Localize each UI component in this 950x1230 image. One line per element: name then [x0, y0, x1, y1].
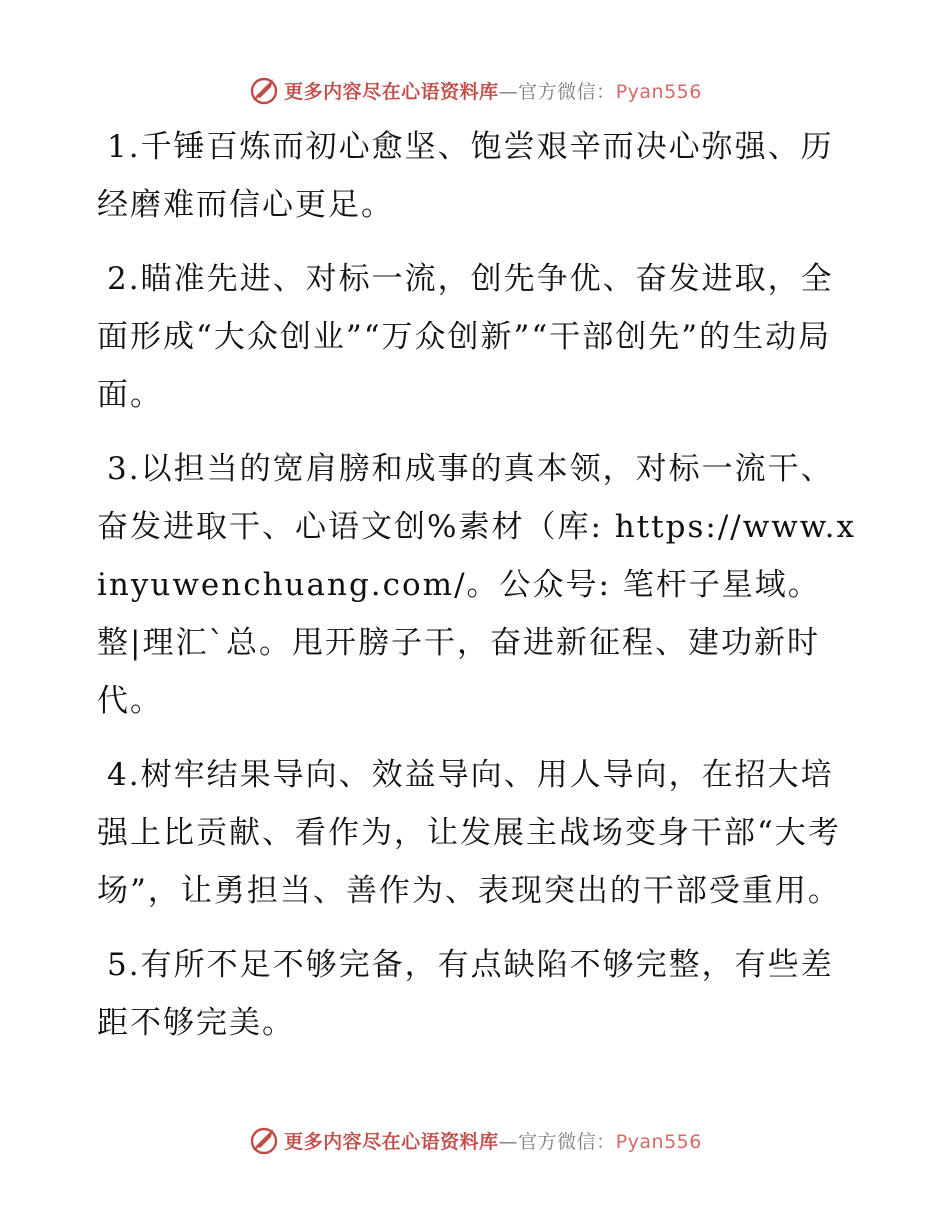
footer-banner-main: 更多内容尽在心语资料库	[284, 1130, 499, 1153]
footer-banner-text	[284, 1127, 702, 1154]
header-banner-dash: —	[498, 80, 519, 103]
footer-wechat-label: 官方微信：	[518, 1130, 616, 1153]
quill-logo-icon	[248, 74, 280, 106]
paragraph-1: 1.千锤百炼而初心愈坚、饱尝艰辛而决心弥强、历经磨难而信心更足。	[97, 129, 834, 223]
footer-banner-dash: —	[498, 1130, 519, 1153]
header-banner-text	[284, 77, 702, 104]
paragraph-5: 5.有所不足不够完备，有点缺陷不够完整，有些差距不够完美。	[97, 947, 834, 1041]
quill-logo-icon	[248, 1124, 280, 1156]
header-wechat-id: Pyan556	[615, 80, 702, 103]
header-banner	[0, 73, 950, 107]
paragraph-2: 2.瞄准先进、对标一流，创先争优、奋发进取，全面形成“大众创业”“万众创新”“干部创先”的生动局面。	[97, 261, 834, 413]
header-banner-main: 更多内容尽在心语资料库	[284, 80, 499, 103]
paragraph-3: 3.以担当的宽肩膀和成事的真本领，对标一流干、奋发进取干、心语文创%素材（库: https://www.xinyuwenchuang.com/。公众号: 笔杆子星域。整|理汇`总。甩开膀子干，奋进新征程、建功新时代。	[97, 451, 856, 719]
footer-wechat-id: Pyan556	[615, 1130, 702, 1153]
paragraph-4: 4.树牢结果导向、效益导向、用人导向，在招大培强上比贡献、看作为，让发展主战场变身干部“大考场”，让勇担当、善作为、表现突出的干部受重用。	[97, 757, 841, 909]
footer-banner	[0, 1123, 950, 1157]
document-body	[97, 118, 857, 1068]
header-wechat-label: 官方微信：	[518, 80, 616, 103]
